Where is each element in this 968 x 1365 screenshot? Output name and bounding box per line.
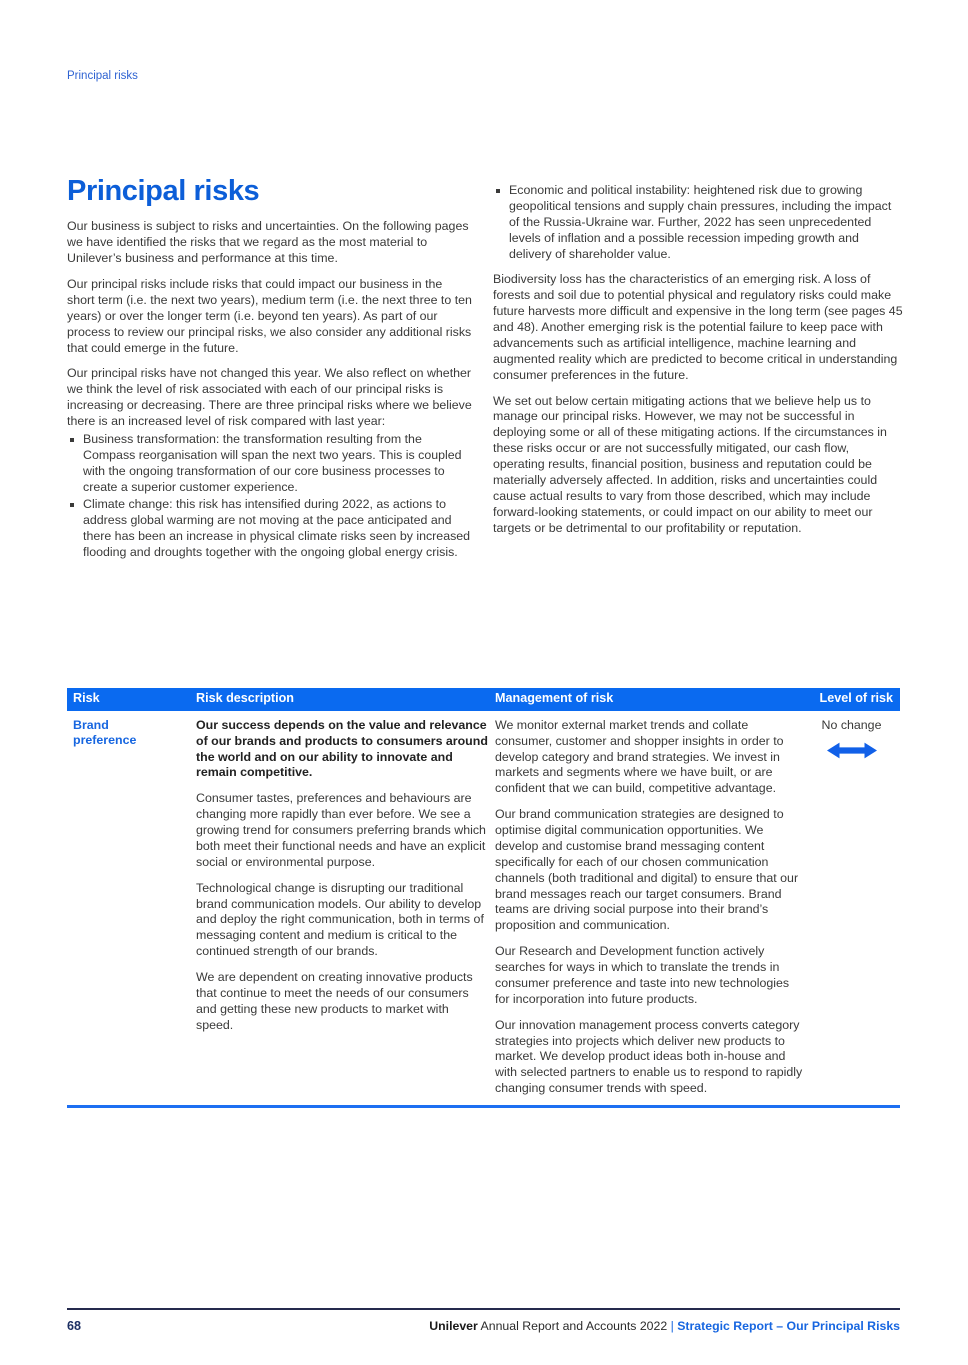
risk-description-paragraph: We are dependent on creating innovative products that continue to meet the needs of our consumers and getting these new products to market with speed. — [196, 970, 473, 1032]
bullet-square-icon — [70, 438, 74, 442]
principal-risks-table — [67, 688, 900, 1108]
list-item — [67, 497, 473, 561]
table-row — [67, 711, 900, 1105]
intro-paragraph: We set out below certain mitigating actions that we believe help us to manage our principal risks. However, we may not be successful in deploying some or all of these mitigating actions. If the circumstances in these risks occur or are not successfully mitigated, our cash flow, operating results, financial position, business and reputation could be materially adversely affected. In addition, risks and uncertainties could cause actual results to vary from those described, which may include forward-looking statements, or could impact on our ability to meet our targets or be detrimental to our profitability or reputation. — [493, 393, 887, 535]
footer-brand: Unilever — [429, 1319, 478, 1333]
page-title: Principal risks — [67, 175, 260, 207]
intro-section — [67, 176, 903, 563]
column-header-management-of-risk: Management of risk — [495, 691, 614, 705]
table-header-row — [67, 688, 900, 711]
page-number: 68 — [67, 1319, 82, 1333]
column-header-level-of-risk: Level of risk — [819, 691, 893, 705]
intro-paragraph: Biodiversity loss has the characteristics of an emerging risk. A loss of forests and soil due to potential physical and regulatory risks could make future harvests more difficult and expensive in the long term (see pages 45 and 48). Another emerging risk is the potential failure to keep pace with advancements such as artificial intelligence, machine learning and augmented reality which are predicted to become critical in understanding consumer preferences in the future. — [493, 272, 903, 382]
risk-description-cell — [190, 718, 489, 1097]
bullet-square-icon — [70, 503, 74, 507]
bullet-square-icon — [496, 189, 500, 193]
risk-level-label: No change — [821, 717, 882, 732]
management-paragraph: We monitor external market trends and collate consumer, customer and shopper insights in order to develop category and brand strategies. We invest in markets and segments where we have built, or are confident that we can build, competitive advantage. — [495, 717, 784, 796]
intro-right-column — [493, 176, 903, 563]
no-change-double-arrow-icon — [827, 741, 877, 760]
risk-description-paragraph: Consumer tastes, preferences and behaviours are changing more rapidly than ever before. We see a growing trend for consumers preferring brands which both meet their functional needs and have an explicit social or environmental purpose. — [196, 791, 486, 869]
risk-name-cell — [67, 718, 190, 1097]
intro-paragraph: Our principal risks have not changed this year. We also reflect on whether we think the level of risk associated with each of our principal risks is increasing or decreasing. There are three principal risks where we believe there is an increased level of risk compared with last year: — [67, 366, 472, 429]
list-item — [67, 432, 473, 496]
page-footer — [67, 1308, 900, 1333]
risk-description-lead: Our success depends on the value and relevance of our brands and products to consumers around the world and on our ability to innovate and remain competitive. — [196, 717, 488, 780]
risk-description-paragraph: Technological change is disrupting our traditional brand communication models. Our ability to develop and deploy the right communication, both in terms of messaging content and medium is critical to the continued strength of our brands. — [196, 880, 484, 959]
management-of-risk-cell — [489, 718, 803, 1097]
level-of-risk-cell — [803, 718, 900, 1097]
list-item-text: Economic and political instability: heightened risk due to growing geopolitical tensions and supply chain pressures, including the impact of the Russia-Ukraine war. Further, 2022 has seen unprecedented levels of inflation and a possible recession impeding growth and delivery of shareholder value. — [509, 183, 892, 261]
list-item — [493, 183, 903, 262]
management-paragraph: Our brand communication strategies are designed to optimise digital communication opportunities. We develop and customise brand messaging content specifically for each of our chosen communication channels (both traditional and digital) to ensure that our brand messages reach our target consumers. Brand teams are driving social purpose into their brand’s proposition and communication. — [495, 807, 799, 933]
column-header-risk-description: Risk description — [196, 691, 294, 705]
intro-paragraph: Our principal risks include risks that could impact our business in the short term (i.e. the next two years), medium term (i.e. the next three to ten years) or over the longer term (i.e. beyond ten years). As part of our process to review our principal risks, we also consider any additional risks that could emerge in the future. — [67, 277, 472, 355]
list-item-text: Business transformation: the transformation resulting from the Compass reorganisation will span the next two years. This is coupled with the ongoing transformation of our core business processes to create a superior customer experience. — [83, 431, 462, 494]
column-header-risk: Risk — [73, 691, 100, 705]
list-item-text: Climate change: this risk has intensified during 2022, as actions to address global warming are not moving at the pace anticipated and there has been an increase in physical climate risks seen by increased flooding and droughts together with the ongoing global energy crisis. — [83, 497, 471, 560]
intro-left-column — [67, 176, 473, 563]
footer-report-title: Annual Report and Accounts 2022 — [477, 1319, 671, 1333]
intro-paragraph: Our business is subject to risks and uncertainties. On the following pages we have identified the risks that we regard as the most material to Unilever’s business and performance at this time. — [67, 219, 469, 266]
footer-text — [429, 1319, 900, 1333]
footer-separator: | — [670, 1319, 678, 1333]
running-header: Principal risks — [67, 70, 138, 82]
management-paragraph: Our innovation management process converts category strategies into projects which deliver new products to market. We develop product ideas both in-house and with selected partners to enable us to respond to rapidly changing consumer trends with speed. — [495, 1017, 803, 1096]
risk-name: Brand preference — [73, 717, 137, 748]
footer-section-link: Strategic Report – Our Principal Risks — [677, 1319, 900, 1333]
management-paragraph: Our Research and Development function actively searches for ways in which to translate the trends in consumer preference and taste into new technologies for incorporation into future products. — [495, 944, 790, 1006]
